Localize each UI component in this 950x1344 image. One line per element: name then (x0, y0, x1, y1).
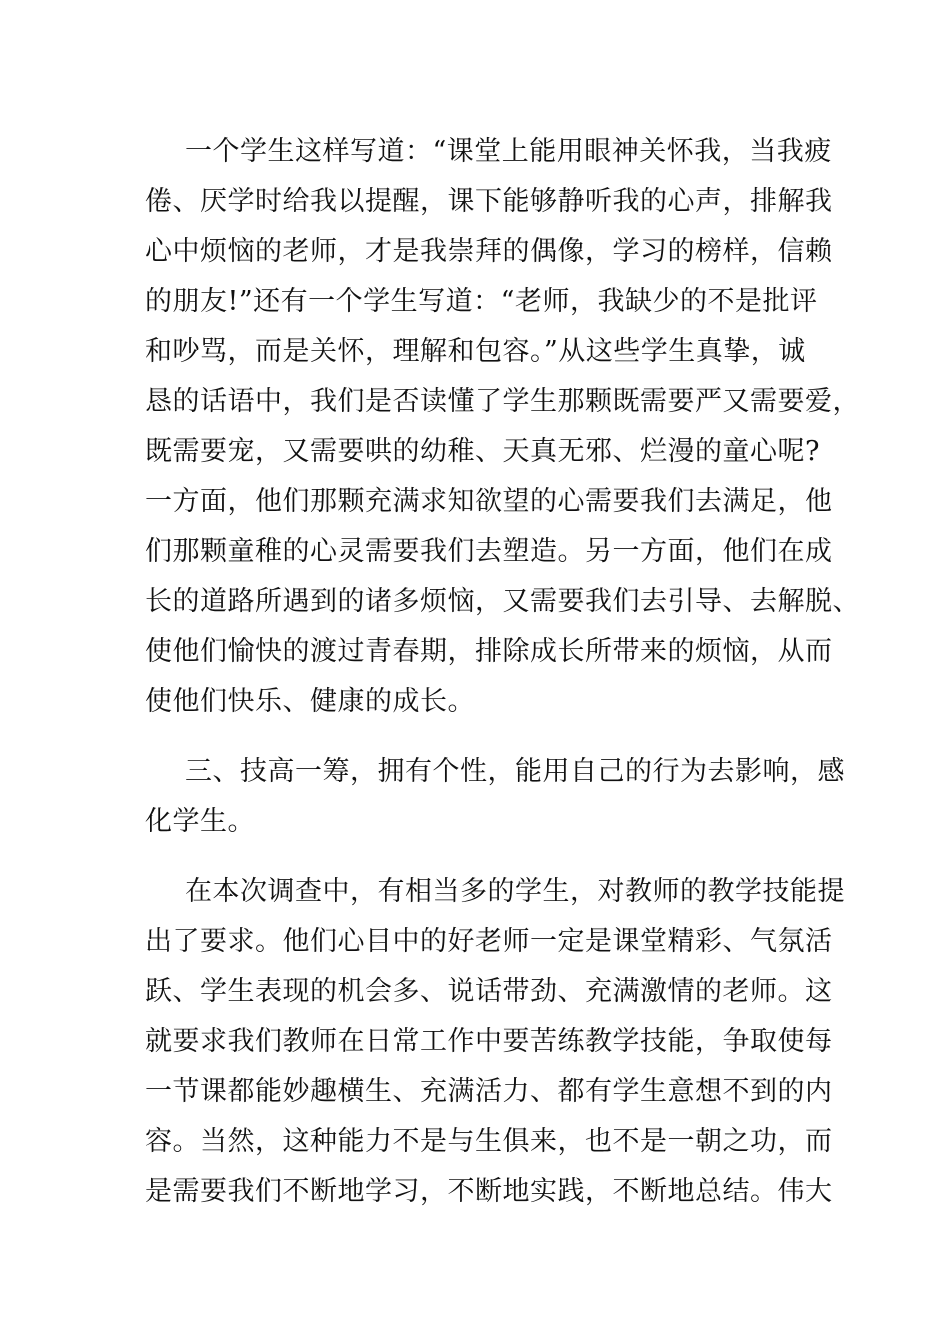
paragraph-1-line-1: 一个学生这样写道：“课堂上能用眼神关怀我，当我疲 (185, 136, 832, 167)
paragraph-3-line-1: 在本次调查中，有相当多的学生，对教师的教学技能提 (185, 876, 845, 907)
paragraph-1-line-5: 和吵骂，而是关怀，理解和包容。”从这些学生真挚，诚 (145, 336, 806, 367)
paragraph-3-line-4: 就要求我们教师在日常工作中要苦练教学技能，争取使每 (145, 1026, 833, 1057)
paragraph-3-line-7: 是需要我们不断地学习，不断地实践，不断地总结。伟大 (145, 1176, 833, 1207)
paragraph-1-line-11: 使他们愉快的渡过青春期，排除成长所带来的烦恼，从而 (145, 636, 833, 667)
paragraph-1-line-9: 们那颗童稚的心灵需要我们去塑造。另一方面，他们在成 (145, 536, 833, 567)
paragraph-1-line-3: 心中烦恼的老师，才是我崇拜的偶像，学习的榜样，信赖 (145, 236, 833, 267)
paragraph-3-line-6: 容。当然，这种能力不是与生俱来，也不是一朝之功，而 (145, 1126, 833, 1157)
paragraph-1-line-4: 的朋友!”还有一个学生写道：“老师，我缺少的不是批评 (145, 286, 818, 317)
paragraph-1-line-6: 恳的话语中，我们是否读懂了学生那颗既需要严又需要爱， (145, 386, 860, 417)
paragraph-1-line-12: 使他们快乐、健康的成长。 (145, 686, 475, 717)
paragraph-1-line-2: 倦、厌学时给我以提醒，课下能够静听我的心声，排解我 (145, 186, 833, 217)
section-heading-line-1: 三、技高一筹，拥有个性，能用自己的行为去影响，感 (185, 756, 845, 787)
paragraph-3-line-2: 出了要求。他们心目中的好老师一定是课堂精彩、气氛活 (145, 926, 833, 957)
paragraph-3-line-5: 一节课都能妙趣横生、充满活力、都有学生意想不到的内 (145, 1076, 833, 1107)
section-heading-line-2: 化学生。 (145, 806, 255, 837)
paragraph-1-line-8: 一方面，他们那颗充满求知欲望的心需要我们去满足，他 (145, 486, 833, 517)
paragraph-1-line-7: 既需要宠，又需要哄的幼稚、天真无邪、烂漫的童心呢? (145, 436, 820, 467)
paragraph-1-line-10: 长的道路所遇到的诸多烦恼，又需要我们去引导、去解脱、 (145, 586, 860, 617)
paragraph-3-line-3: 跃、学生表现的机会多、说话带劲、充满激情的老师。这 (145, 976, 833, 1007)
